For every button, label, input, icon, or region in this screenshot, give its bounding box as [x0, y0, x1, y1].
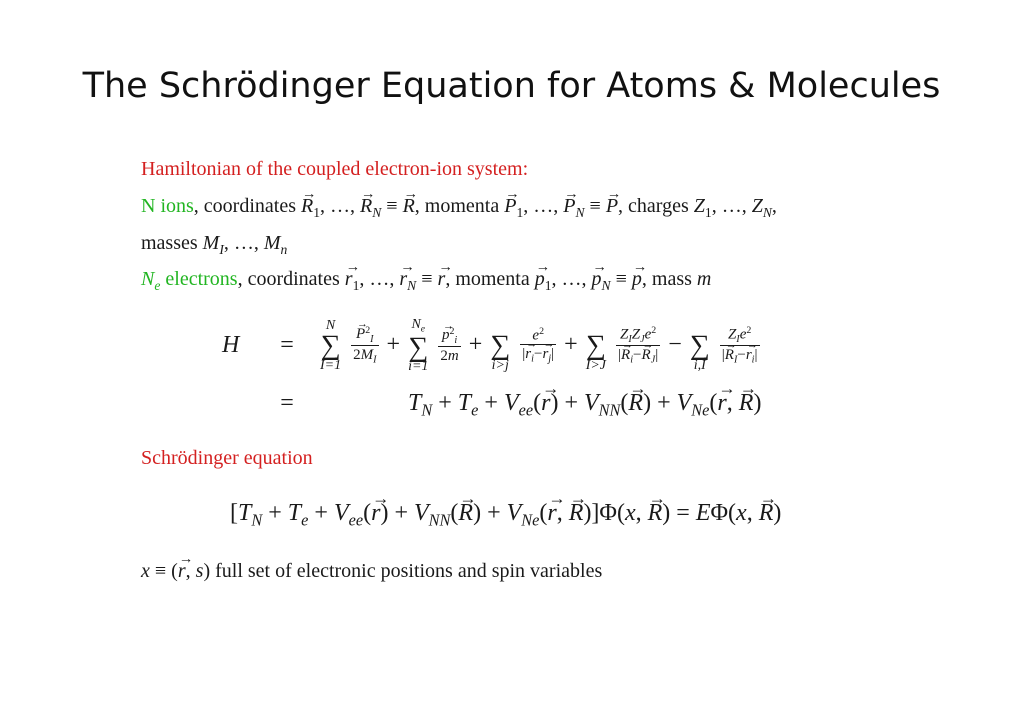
ions-line: N ions, coordinates → $R_1$, …, → $R_N$ ≡ → R, momenta → $P_1$, …, → $P_N$ ≡ → P, charges $Z_1$, …, $Z_N$,: [141, 195, 777, 221]
electrons-label: electrons: [165, 268, 238, 290]
schrodinger-heading: Schrödinger equation: [141, 447, 313, 469]
electrons-line: $N_e$ electrons, coordinates → $r_1$, …, → $r_N$ ≡ → r, momenta → $p_1$, …, → $p_N$ ≡ → p, mass m: [141, 268, 711, 294]
footnote-text: full set of electronic positions and spin variables: [215, 560, 603, 582]
page-title: The Schrödinger Equation for Atoms & Molecules: [82, 66, 941, 106]
hamiltonian-terms: = $T_N + T_e + V_{ee}(\to r) + V_{NN}(\to R) + V_{Ne}(\to r$, → R): [222, 390, 761, 421]
footnote-line: x ≡ (→ r, s) full set of electronic positions and spin variables: [141, 560, 602, 583]
hamiltonian-heading: Hamiltonian of the coupled electron-ion system:: [141, 158, 529, 180]
masses-line: masses $M_I$, …, $M_n$: [141, 232, 288, 257]
hamiltonian-equation: H = N ∑ I=1 → $\frac{P^2_I}{2M_I}$ + $N_e$ ∑ i=1 → $\frac{p^2_i}{2m}$ + ∑ i>j $\frac{e^2}{|\to r_i-\to r_j|}$ + ∑ I>J $\frac{Z_IZ_Je^2}{|\to R_i-\to R_J|}$ − ∑ i,I $\frac{Z_Ie^2}{|\to R_I-\to r_i|}$: [222, 318, 762, 374]
schrodinger-equation: [$T_N + T_e + V_{ee}(\to r) + V_{NN}(\to R) + V_{Ne}(\to r$, → R)]Φ(x, → R) = EΦ(x, → R): [230, 500, 781, 531]
ions-label: N ions: [141, 195, 194, 217]
